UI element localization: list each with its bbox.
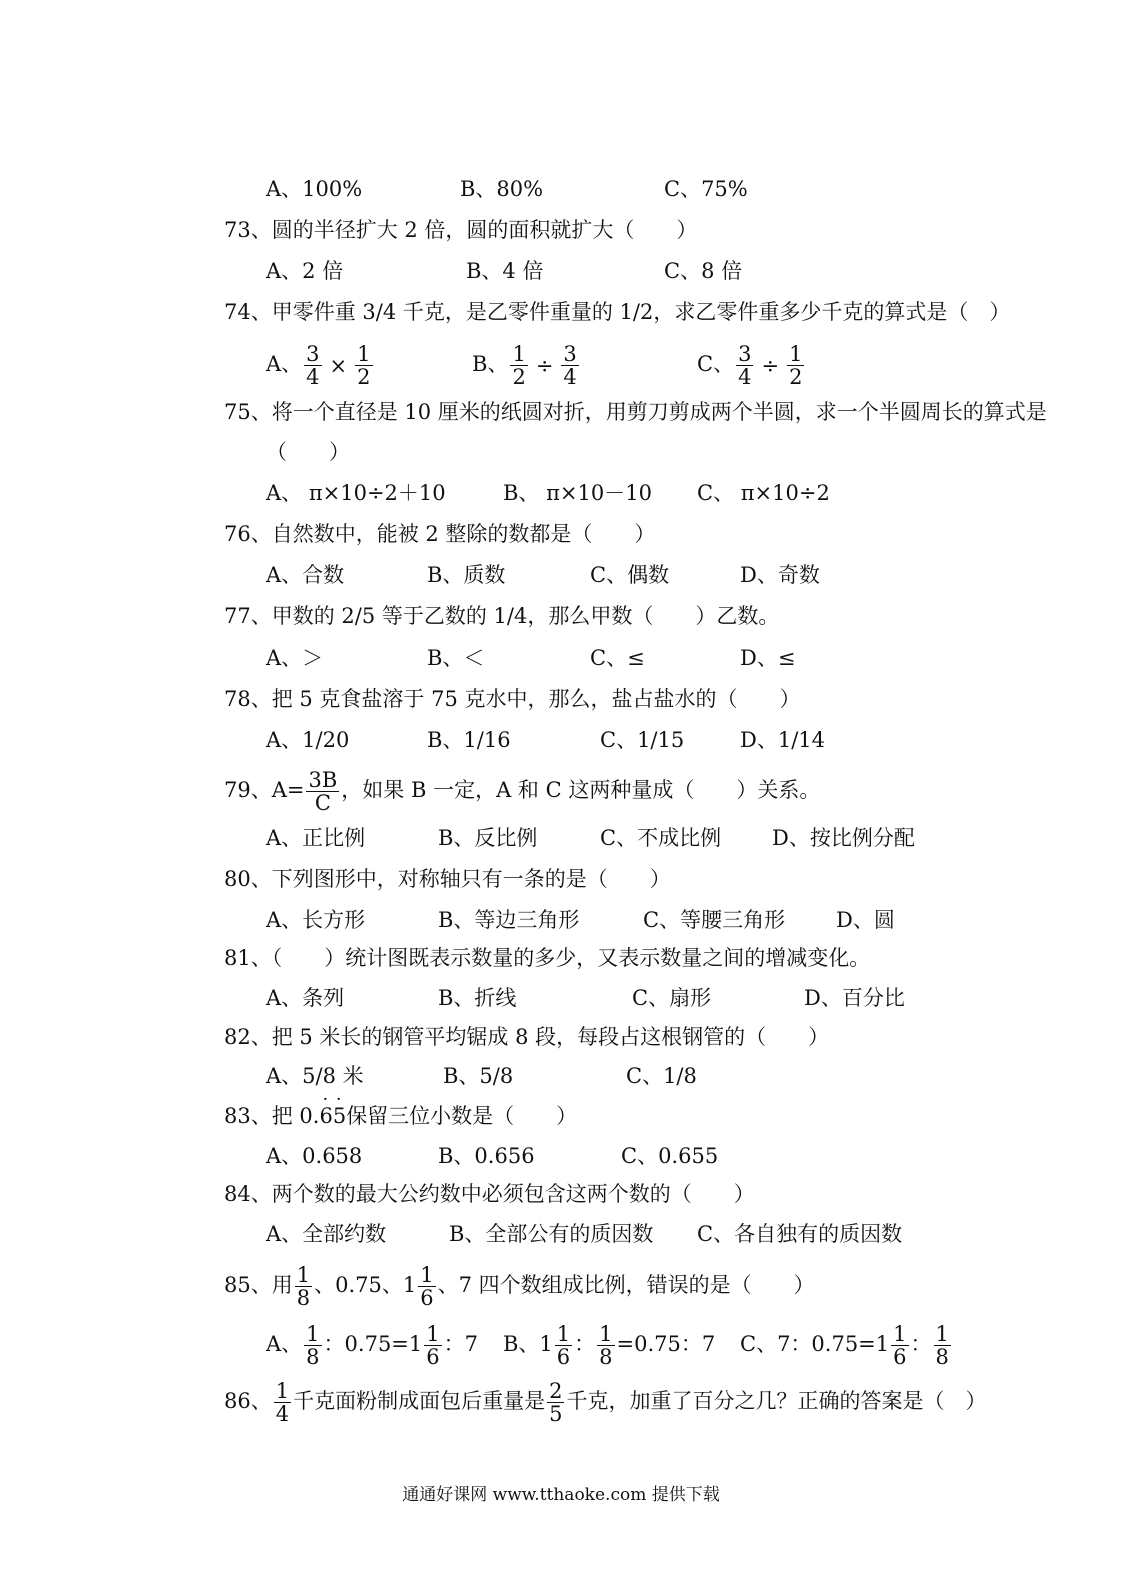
q74-option-a: A、 $\frac{3}{4}$ × $\frac{1}{2}$ bbox=[266, 342, 371, 389]
q85-option-a: A、 $\frac{1}{8}$ ：0.75=1 $\frac{1}{6}$ ：7 bbox=[266, 1322, 479, 1369]
q83-option-c: C、0.655 bbox=[621, 1144, 719, 1168]
q75-option-c: C、 π×10÷2 bbox=[697, 481, 830, 505]
q74-option-c: C、 $\frac{3}{4}$ ÷ $\frac{1}{2}$ bbox=[697, 342, 803, 389]
option-a: A、100% bbox=[266, 177, 363, 201]
q73-option-c: C、8 倍 bbox=[664, 259, 743, 283]
q84-option-a: A、全部约数 bbox=[266, 1222, 387, 1246]
q77-option-d: D、≤ bbox=[740, 646, 796, 670]
question-85: 85、用 $\frac{1}{8}$ 、0.75、1 $\frac{1}{6}$ 、7 四个数组成比例，错误的是（ ） bbox=[224, 1263, 815, 1310]
q83-option-b: B、0.656 bbox=[438, 1144, 535, 1168]
q82-option-a: A、5/8 米 bbox=[266, 1064, 364, 1088]
q82-option-b: B、5/8 bbox=[443, 1064, 514, 1088]
q78-option-a: A、1/20 bbox=[266, 728, 350, 752]
repeating-digit-5: · 5 bbox=[333, 1103, 346, 1129]
question-75-blank: （ ） bbox=[266, 440, 350, 464]
q77-option-a: A、＞ bbox=[266, 646, 324, 670]
q79-option-d: D、按比例分配 bbox=[772, 826, 915, 850]
q81-option-d: D、百分比 bbox=[804, 986, 905, 1010]
footer-download-note: 通通好课网 www.tthaoke.com 提供下载 bbox=[402, 1485, 720, 1505]
q85-option-b: B、1 $\frac{1}{6}$ ： $\frac{1}{8}$ =0.75：7 bbox=[503, 1322, 716, 1369]
q75-option-a: A、 π×10÷2＋10 bbox=[266, 481, 446, 505]
question-79: 79、A= $\frac{3B}{C}$ ，如果 B 一定，A 和 C 这两种量成（ ）关系。 bbox=[224, 768, 821, 815]
q78-option-d: D、1/14 bbox=[740, 728, 825, 752]
q78-option-b: B、1/16 bbox=[427, 728, 511, 752]
q78-option-c: C、1/15 bbox=[600, 728, 685, 752]
q79-option-c: C、不成比例 bbox=[600, 826, 722, 850]
question-81: 81、（ ）统计图既表示数量的多少，又表示数量之间的增减变化。 bbox=[224, 946, 871, 970]
q81-option-c: C、扇形 bbox=[632, 986, 712, 1010]
q80-option-c: C、等腰三角形 bbox=[643, 908, 786, 932]
q79-option-b: B、反比例 bbox=[438, 826, 538, 850]
q82-option-c: C、1/8 bbox=[626, 1064, 697, 1088]
q81-option-b: B、折线 bbox=[438, 986, 517, 1010]
q80-option-b: B、等边三角形 bbox=[438, 908, 580, 932]
q84-option-c: C、各自独有的质因数 bbox=[697, 1222, 903, 1246]
q84-option-b: B、全部公有的质因数 bbox=[449, 1222, 654, 1246]
q73-option-a: A、2 倍 bbox=[266, 259, 344, 283]
q80-option-a: A、长方形 bbox=[266, 908, 366, 932]
repeating-digit-6: · 6 bbox=[319, 1103, 332, 1129]
q80-option-d: D、圆 bbox=[836, 908, 895, 932]
q74-option-b: B、 $\frac{1}{2}$ ÷ $\frac{3}{4}$ bbox=[472, 342, 577, 389]
q75-option-b: B、 π×10－10 bbox=[503, 481, 652, 505]
question-78: 78、把 5 克食盐溶于 75 克水中，那么，盐占盐水的（ ） bbox=[224, 687, 801, 711]
q83-option-a: A、0.658 bbox=[266, 1144, 363, 1168]
question-76: 76、自然数中，能被 2 整除的数都是（ ） bbox=[224, 522, 656, 546]
q77-option-b: B、＜ bbox=[427, 646, 485, 670]
question-83: 83、把 0.· 6· 5保留三位小数是（ ） bbox=[224, 1103, 577, 1129]
q81-option-a: A、条列 bbox=[266, 986, 345, 1010]
q79-option-a: A、正比例 bbox=[266, 826, 366, 850]
q76-option-b: B、质数 bbox=[427, 563, 506, 587]
q73-option-b: B、4 倍 bbox=[466, 259, 544, 283]
question-77: 77、甲数的 2/5 等于乙数的 1/4，那么甲数（ ）乙数。 bbox=[224, 604, 780, 628]
option-c: C、75% bbox=[664, 177, 748, 201]
q76-option-a: A、合数 bbox=[266, 563, 345, 587]
q85-option-c: C、7：0.75=1 $\frac{1}{6}$ ： $\frac{1}{8}$ bbox=[740, 1322, 949, 1369]
question-84: 84、两个数的最大公约数中必须包含这两个数的（ ） bbox=[224, 1182, 755, 1206]
q76-option-d: D、奇数 bbox=[740, 563, 820, 587]
q77-option-c: C、≤ bbox=[590, 646, 645, 670]
question-75: 75、将一个直径是 10 厘米的纸圆对折，用剪刀剪成两个半圆，求一个半圆周长的算式是 bbox=[224, 400, 1047, 424]
question-74: 74、甲零件重 3/4 千克，是乙零件重量的 1/2，求乙零件重多少千克的算式是（ ） bbox=[224, 300, 1011, 324]
question-73: 73、圆的半径扩大 2 倍，圆的面积就扩大（ ） bbox=[224, 218, 698, 242]
question-80: 80、下列图形中，对称轴只有一条的是（ ） bbox=[224, 867, 671, 891]
q76-option-c: C、偶数 bbox=[590, 563, 670, 587]
option-b: B、80% bbox=[460, 177, 544, 201]
question-86: 86、 $\frac{1}{4}$ 千克面粉制成面包后重量是 $\frac{2}{5}$ 千克，加重了百分之几？正确的答案是（ ） bbox=[224, 1379, 987, 1426]
question-82: 82、把 5 米长的钢管平均锯成 8 段，每段占这根钢管的（ ） bbox=[224, 1025, 830, 1049]
